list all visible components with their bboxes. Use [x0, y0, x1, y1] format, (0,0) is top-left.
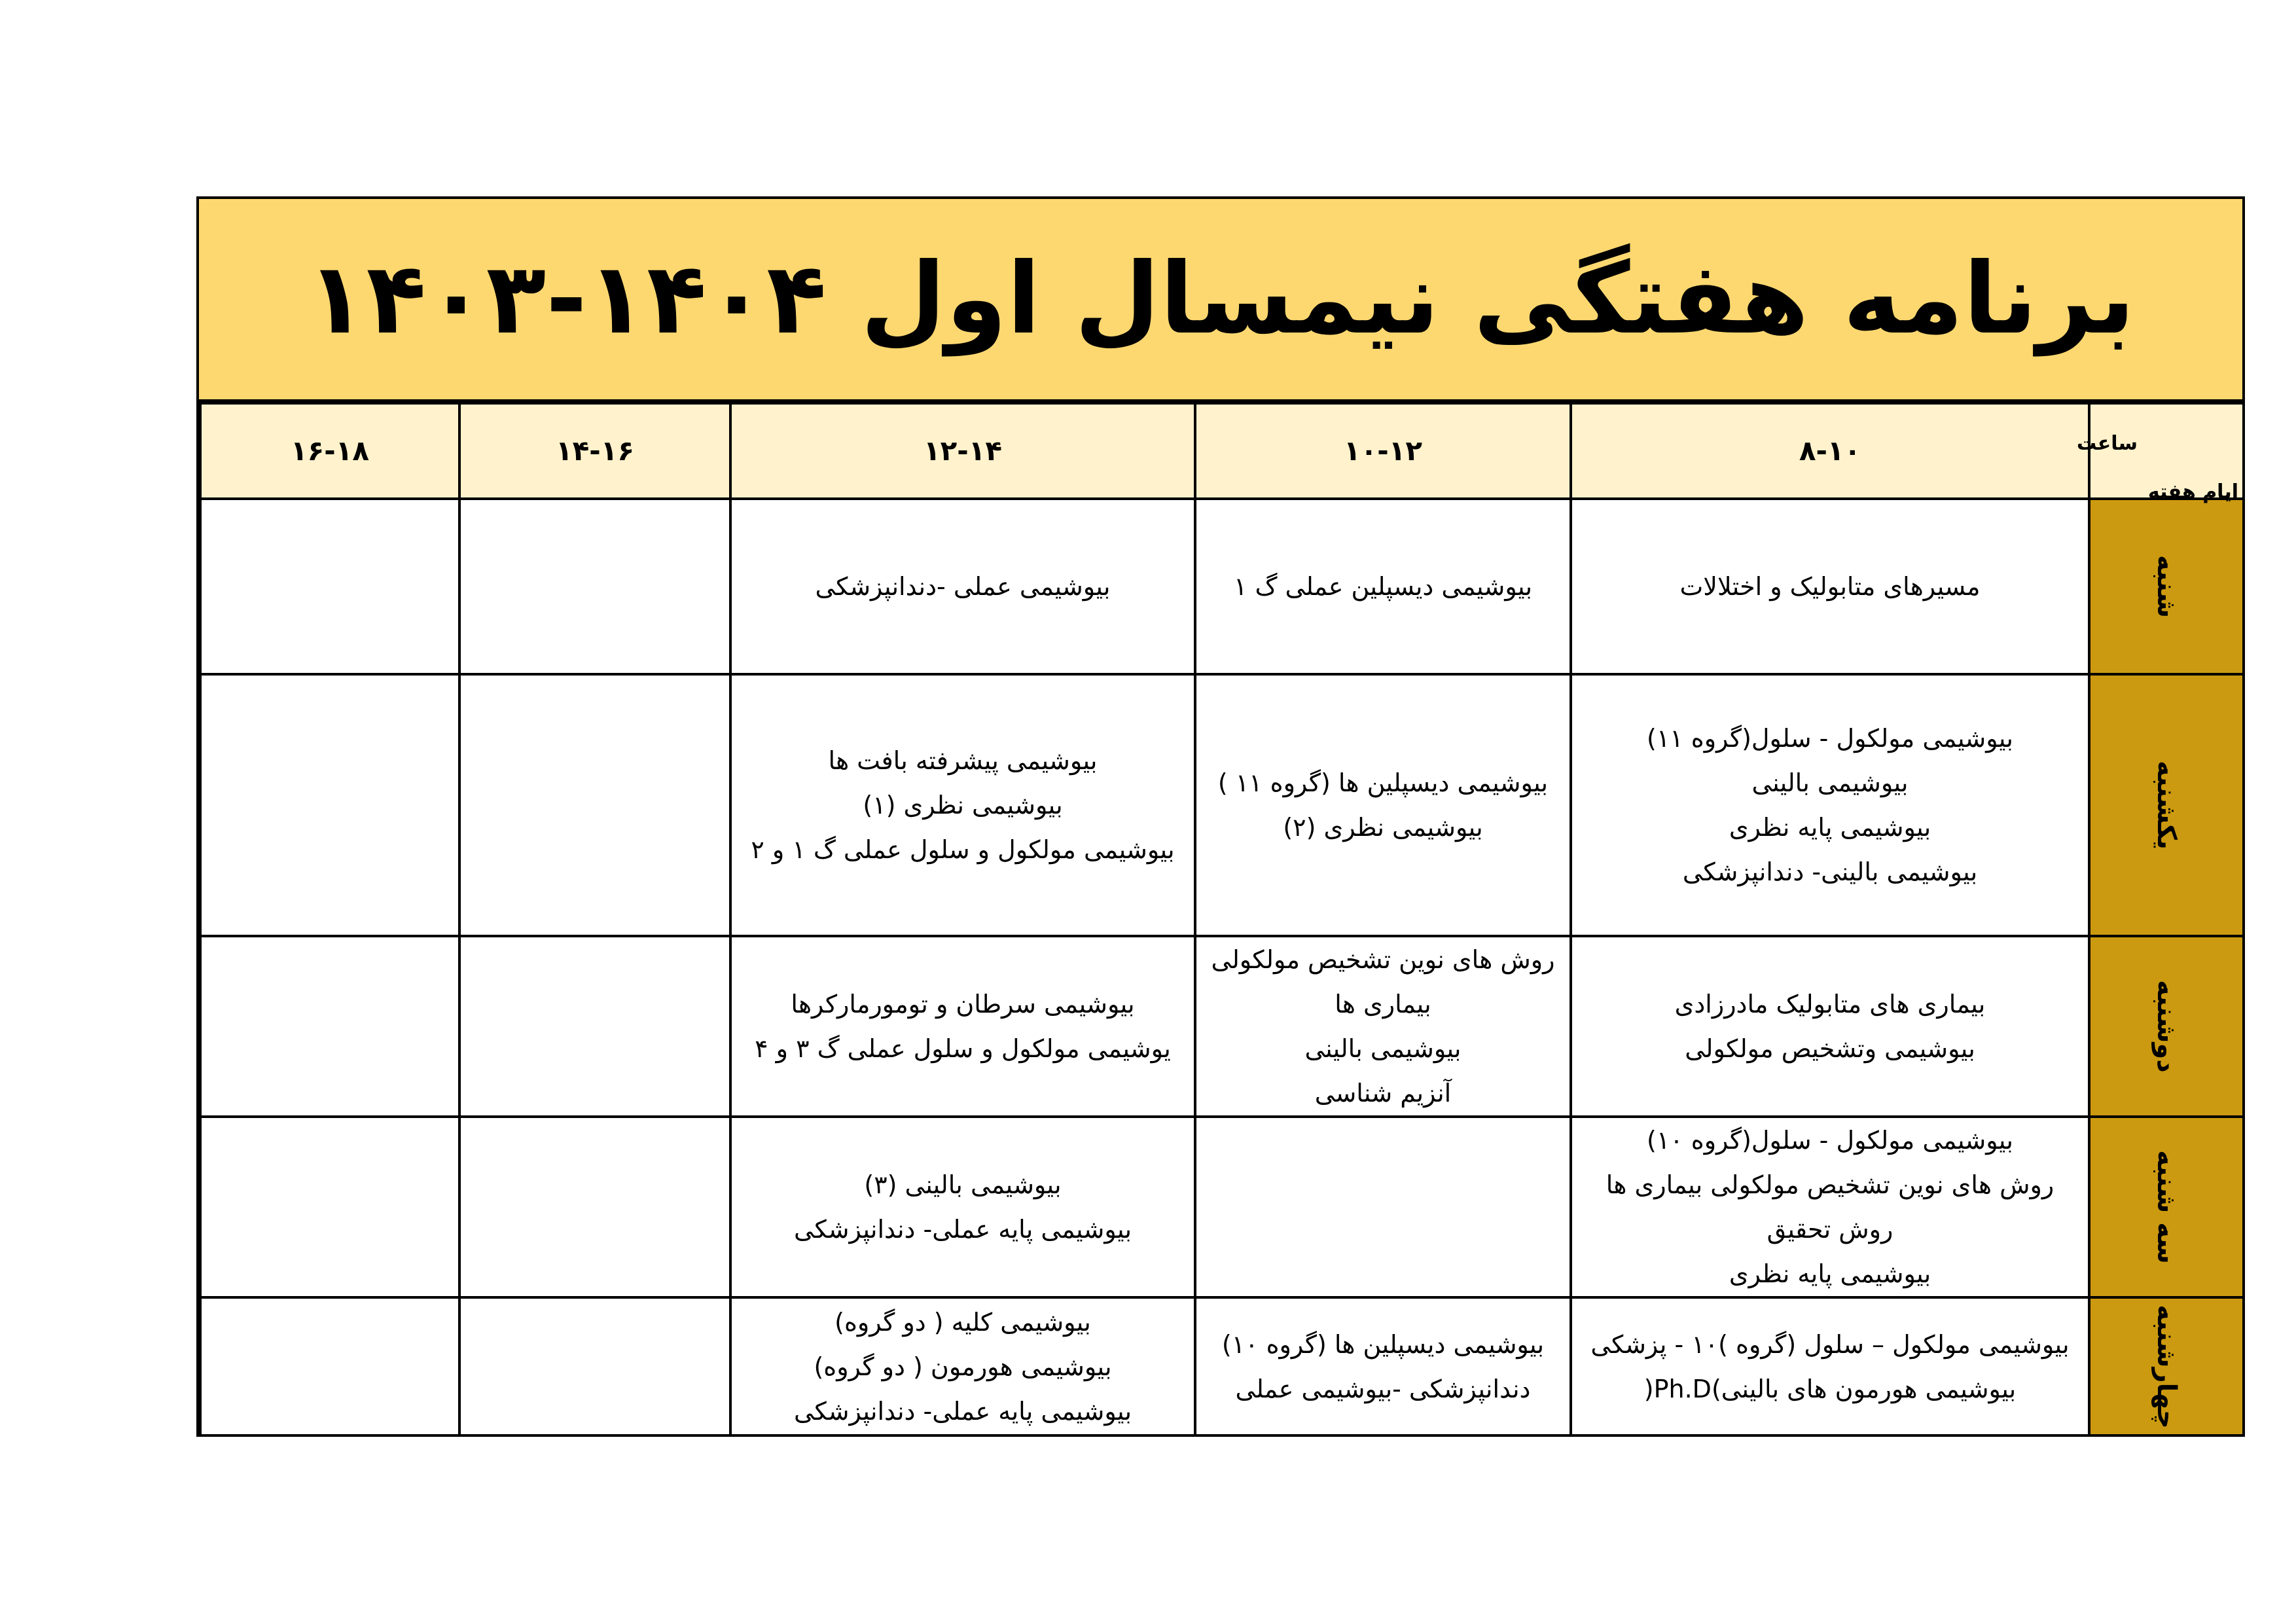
class-cell: [730, 936, 1195, 1117]
class-cell: [1195, 936, 1571, 1117]
class-cell: [459, 1297, 730, 1435]
class-cell: [730, 499, 1195, 674]
course-line: بیوشیمی بالینی (۳): [864, 1170, 1062, 1199]
course-line: یوشیمی مولکول و سلول عملی گ ۳ و ۴: [755, 1034, 1171, 1063]
day-cell: [2089, 936, 2244, 1117]
course-line: مسیرهای متابولیک و اختلالات: [1679, 572, 1981, 601]
schedule-grid: [199, 402, 2242, 1434]
course-line: بیوشیمی نظری (۱): [863, 791, 1063, 820]
course-line: بیوشیمی بالینی- دندانپزشکی: [1682, 857, 1978, 886]
course-line: بیوشیمی بالینی: [1304, 1034, 1462, 1063]
time-slot-5: ۱۶-۱۸: [200, 403, 459, 499]
time-slot-3: ۱۲-۱۴: [730, 403, 1195, 499]
class-cell: [1195, 1297, 1571, 1435]
course-line: بیوشیمی وتشخیص مولکولی: [1685, 1034, 1975, 1063]
course-line: روش های نوین تشخیص مولکولی: [1211, 945, 1555, 974]
course-line: بیوشیمی مولکول و سلول عملی گ ۱ و ۲: [751, 835, 1175, 864]
time-slot-1: ۸-۱۰: [1571, 403, 2089, 499]
class-cell: [200, 936, 459, 1117]
class-cell: [459, 499, 730, 674]
course-line: بیوشیمی هورمون های بالینی)Ph.D(: [1643, 1374, 2017, 1403]
course-line: بیوشیمی دیسپلین ها (گروه ۱۱ ): [1217, 768, 1549, 797]
title-band: [199, 199, 2242, 402]
class-cell: [730, 674, 1195, 936]
class-cell: [730, 1297, 1195, 1435]
course-line: بیوشیمی پایه نظری: [1729, 813, 1931, 842]
day-row: [200, 936, 2244, 1117]
class-cell: [1195, 1117, 1571, 1297]
course-line: بیوشیمی پیشرفته بافت ها: [828, 746, 1098, 775]
day-cell: [2089, 674, 2244, 936]
days-label: ایام هفته: [2147, 480, 2238, 503]
time-slot-2: ۱۰-۱۲: [1195, 403, 1571, 499]
course-line: بیوشیمی کلیه ( دو گروه): [834, 1307, 1091, 1337]
course-line: بیوشیمی مولکول - سلول(گروه ۱۰): [1647, 1126, 2013, 1155]
corner-cell: [2076, 403, 2244, 503]
day-label: شنبه: [2151, 554, 2181, 619]
class-cell: [200, 1297, 459, 1435]
class-cell: [200, 1117, 459, 1297]
class-cell: [1571, 1117, 2089, 1297]
page-title: برنامه هفتگی نیمسال اول ۱۴۰۴-۱۴۰۳: [306, 242, 2135, 356]
class-cell: [1571, 674, 2089, 936]
course-line: بیماری ها: [1335, 990, 1431, 1019]
class-cell: [459, 674, 730, 936]
day-row: [200, 674, 2244, 936]
course-line: روش های نوین تشخیص مولکولی بیماری ها: [1605, 1170, 2054, 1199]
course-line: بیوشیمی نظری (۲): [1283, 813, 1483, 842]
course-line: بیوشیمی دیسپلین ها (گروه ۱۰): [1221, 1329, 1545, 1359]
course-line: دندانپزشکی -بیوشیمی عملی: [1235, 1374, 1531, 1403]
course-line: بیوشیمی دیسپلین عملی گ ۱: [1233, 572, 1533, 601]
class-cell: [200, 674, 459, 936]
day-cell: [2089, 1117, 2244, 1297]
day-row: [200, 1117, 2244, 1297]
course-line: بیوشیمی مولکول - سلول(گروه ۱۱): [1647, 724, 2013, 753]
course-line: بیوشیمی هورمون ( دو گروه): [814, 1352, 1112, 1381]
class-cell: [1195, 674, 1571, 936]
course-line: بیوشیمی پایه نظری: [1729, 1259, 1931, 1288]
time-slot-4: ۱۴-۱۶: [459, 403, 730, 499]
course-line: بیوشیمی پایه عملی- دندانپزشکی: [793, 1215, 1132, 1244]
schedule-table: [199, 402, 2245, 1437]
course-line: بیوشیمی بالینی: [1751, 768, 1909, 797]
class-cell: [1195, 499, 1571, 674]
day-label: دوشنبه: [2151, 980, 2181, 1073]
day-cell: [2089, 1297, 2244, 1435]
day-row: [200, 499, 2244, 674]
class-cell: [200, 499, 459, 674]
class-cell: [1571, 936, 2089, 1117]
course-line: روش تحقیق: [1767, 1215, 1893, 1244]
day-row: [200, 1297, 2244, 1435]
day-label: چهارشنبه: [2151, 1304, 2181, 1429]
day-cell: [2089, 499, 2244, 674]
course-line: بیوشیمی پایه عملی- دندانپزشکی: [793, 1396, 1132, 1426]
class-cell: [459, 1117, 730, 1297]
time-label: ساعت: [2076, 432, 2138, 455]
course-line: بیوشیمی مولکول – سلول (گروه )۱۰ - پزشکی: [1590, 1329, 2070, 1359]
class-cell: [1571, 1297, 2089, 1435]
course-line: بیوشیمی عملی -دندانپزشکی: [815, 572, 1111, 601]
course-line: بیوشیمی سرطان و تومورمارکرها: [791, 990, 1135, 1019]
schedule-sheet: [196, 196, 2245, 1437]
class-cell: [1571, 499, 2089, 674]
course-line: آنزیم شناسی: [1314, 1079, 1452, 1108]
day-label: یکشنبه: [2151, 761, 2181, 850]
class-cell: [459, 936, 730, 1117]
course-line: بیماری های متابولیک مادرزادی: [1674, 990, 1986, 1019]
header-row: [200, 403, 2244, 499]
day-label: سه شنبه: [2151, 1150, 2181, 1264]
class-cell: [730, 1117, 1195, 1297]
